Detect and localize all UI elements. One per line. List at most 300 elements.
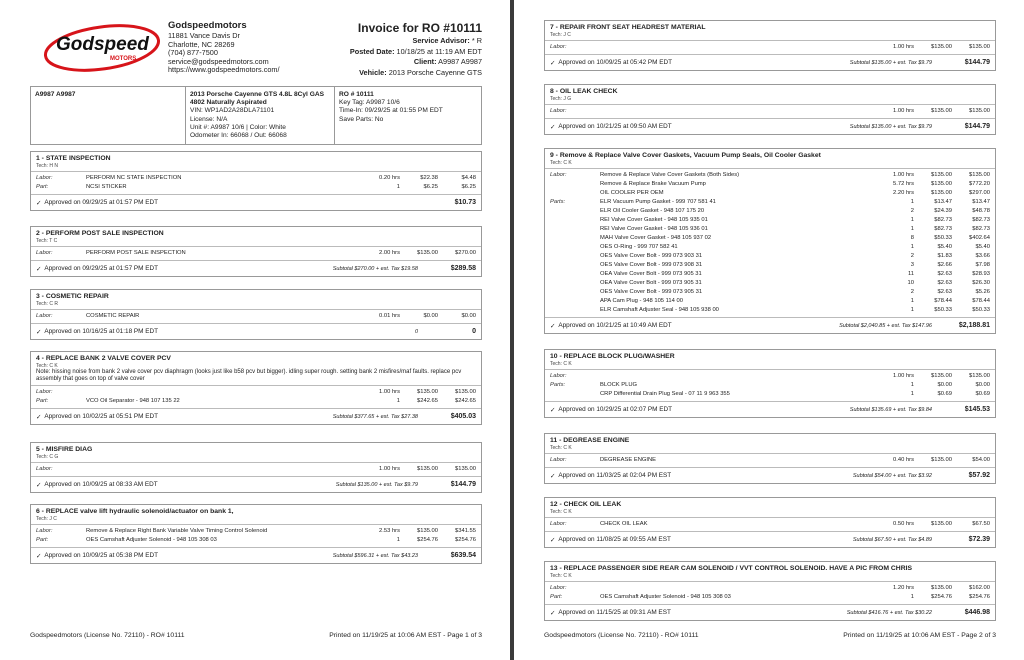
job-lines (31, 525, 481, 547)
job-total: $57.92 (968, 472, 990, 479)
job-title: 4 - REPLACE BANK 2 VALVE COVER PCV (36, 355, 171, 362)
job-line-row (36, 536, 476, 545)
job-line-row (550, 306, 990, 315)
company-address (168, 20, 280, 75)
job-approval (545, 604, 995, 620)
line-type: Labor: (36, 175, 53, 181)
line-amount: $242.65 (455, 398, 476, 404)
job-total: $72.39 (968, 536, 990, 543)
line-type: Labor: (550, 44, 567, 50)
line-rate: $135.00 (931, 181, 952, 187)
job-line-row (550, 180, 990, 189)
service-advisor: * R (471, 36, 482, 45)
job-total: $144.79 (964, 123, 990, 130)
line-amount: $0.00 (975, 382, 990, 388)
job-header (31, 152, 481, 172)
line-rate: $135.00 (931, 172, 952, 178)
job-approval (31, 547, 481, 563)
line-type (550, 297, 600, 306)
line-description: MAH Valve Cover Gasket - 948 105 937 02 (600, 235, 712, 241)
line-type: Parts: (550, 199, 566, 205)
line-description: OES Valve Cover Bolt - 999 073 903 31 (600, 253, 703, 259)
line-quantity: 2.00 hrs (379, 250, 400, 256)
invoice-title: Invoice for RO #10111 (357, 21, 482, 35)
approval-text: Approved on 10/21/25 at 10:49 AM EDT (558, 322, 672, 329)
ro-cell: RO # 10111 Key Tag: A9987 10/6 Time-In: 09/29/25 at 01:55 PM EDT Save Parts: No (339, 91, 443, 123)
line-quantity: 1 (910, 244, 914, 250)
job-line-row (550, 372, 990, 381)
line-rate: $2.63 (937, 289, 952, 295)
check-icon: ✓ (550, 472, 556, 480)
line-quantity: 11 (907, 271, 914, 277)
job-tech: Tech: C K (550, 160, 572, 166)
job-lines (31, 172, 481, 194)
approval-text: Approved on 10/29/25 at 02:07 PM EDT (558, 406, 673, 413)
job-approval (31, 408, 481, 424)
job-title: 3 - COSMETIC REPAIR (36, 293, 109, 300)
line-amount: $26.30 (972, 280, 990, 286)
invoice-header (30, 14, 482, 82)
line-type: Part: (36, 537, 49, 543)
line-quantity: 1.00 hrs (893, 108, 914, 114)
job-card (30, 442, 482, 493)
line-type: Labor: (36, 313, 53, 319)
job-approval (31, 476, 481, 492)
job-subtotal: Subtotal $377.65 + est. Tax $27.38 (332, 413, 418, 420)
line-description: OIL COOLER PER OEM (600, 190, 664, 196)
line-quantity: 0.40 hrs (893, 457, 914, 463)
job-title: 1 - STATE INSPECTION (36, 155, 111, 162)
check-icon: ✓ (36, 328, 42, 336)
posted-date: 10/18/25 at 11:19 AM EDT (396, 46, 482, 56)
line-quantity: 1.00 hrs (893, 172, 914, 178)
job-lines (31, 247, 481, 260)
job-card (544, 561, 996, 621)
job-total: $145.53 (964, 406, 990, 413)
line-amount: $54.00 (972, 457, 990, 463)
line-description: OES Camshaft Adjuster Solenoid - 948 105 308 03 (86, 537, 217, 543)
job-header (545, 498, 995, 518)
line-description: VCO Oil Separator - 948 107 135 22 (86, 398, 180, 404)
line-rate: $50.33 (934, 235, 952, 241)
check-icon: ✓ (550, 123, 556, 131)
line-type: Parts: (550, 382, 566, 388)
job-title: 13 - REPLACE PASSENGER SIDE REAR CAM SOLENOID / VVT CONTROL SOLENOID. HAVE A PIC FROM CHRIS (550, 565, 913, 572)
approval-text: Approved on 10/21/25 at 09:50 AM EDT (558, 123, 672, 130)
job-header (31, 290, 481, 310)
line-type: Part: (36, 398, 49, 404)
job-line-row (36, 249, 476, 258)
line-amount: $297.00 (969, 190, 990, 196)
check-icon: ✓ (36, 552, 42, 560)
job-line-row (550, 297, 990, 306)
job-line-row (550, 171, 990, 180)
line-quantity: 1 (910, 307, 914, 313)
job-subtotal: Subtotal $135.00 + est. Tax $9.79 (335, 481, 418, 488)
line-description: OEA Valve Cover Bolt - 999 073 905 31 (600, 280, 702, 286)
line-description: PERFORM POST SALE INSPECTION (86, 250, 186, 256)
job-subtotal: Subtotal $135.00 + est. Tax $9.79 (849, 123, 932, 130)
line-amount: $135.00 (455, 389, 476, 395)
job-title: 10 - REPLACE BLOCK PLUG/WASHER (550, 353, 675, 360)
line-amount: $254.76 (969, 594, 990, 600)
job-line-row (36, 388, 476, 397)
line-amount: $270.00 (455, 250, 476, 256)
line-rate: $2.63 (937, 280, 952, 286)
job-subtotal: Subtotal $270.00 + est. Tax $19.58 (332, 265, 418, 272)
approval-text: Approved on 10/09/25 at 05:38 PM EDT (44, 552, 159, 559)
line-description: CRP Differential Drain Plug Seal - 07 11 9 963 355 (600, 391, 730, 397)
job-tech: Tech: C K (550, 573, 572, 579)
job-card (30, 351, 482, 425)
line-description: COSMETIC REPAIR (86, 313, 140, 319)
line-amount: $48.78 (972, 208, 990, 214)
job-tech: Tech: J C (36, 516, 57, 522)
job-card (30, 504, 482, 564)
job-card (30, 226, 482, 277)
job-card (544, 84, 996, 135)
job-approval (545, 317, 995, 333)
job-lines (545, 169, 995, 317)
job-header (545, 350, 995, 370)
line-rate: $24.39 (934, 208, 952, 214)
line-type (550, 270, 600, 279)
line-rate: $254.76 (931, 594, 952, 600)
job-line-row (550, 288, 990, 297)
line-amount: $135.00 (969, 108, 990, 114)
line-rate: $78.44 (934, 298, 952, 304)
job-header (545, 149, 995, 169)
line-quantity: 8 (910, 235, 914, 241)
line-amount: $162.00 (969, 585, 990, 591)
company-email: service@godspeedmotors.com (168, 56, 269, 66)
line-amount: $254.76 (455, 537, 476, 543)
line-rate: $135.00 (417, 250, 438, 256)
job-tech: Tech: J G (550, 96, 572, 102)
line-type (550, 252, 600, 261)
job-title: 2 - PERFORM POST SALE INSPECTION (36, 230, 164, 237)
job-total: $289.58 (450, 265, 476, 272)
job-note: Note: hissing noise from bank 2 valve cover pcv diaphragm (looks just like b58 pcv but bigger). idling super rough. setting bank 2 misfires/maf faults. replace pcv assembly that goes on top of valve cover (36, 369, 462, 382)
line-description (600, 43, 876, 52)
check-icon: ✓ (550, 609, 556, 617)
line-description: PERFORM NC STATE INSPECTION (86, 175, 182, 181)
job-lines (545, 518, 995, 531)
line-rate: $135.00 (931, 457, 952, 463)
line-type (550, 189, 600, 198)
job-subtotal: 0 (414, 328, 418, 335)
job-lines (545, 41, 995, 54)
line-amount: $0.00 (461, 313, 476, 319)
line-amount: $82.73 (972, 226, 990, 232)
line-rate: $135.00 (931, 190, 952, 196)
line-description: NCSI STICKER (86, 184, 127, 190)
line-type (550, 279, 600, 288)
line-description (86, 388, 362, 397)
godspeed-logo (42, 22, 162, 72)
company-website: https://www.godspeedmotors.com/ (168, 65, 280, 74)
line-amount: $50.33 (972, 307, 990, 313)
approval-text: Approved on 10/09/25 at 08:33 AM EDT (44, 481, 158, 488)
job-card (544, 433, 996, 484)
job-line-row (550, 243, 990, 252)
line-quantity: 1.00 hrs (379, 389, 400, 395)
line-description: Remove & Replace Right Bank Variable Valve Timing Control Solenoid (86, 528, 268, 534)
job-line-row (550, 43, 990, 52)
line-rate: $135.00 (931, 521, 952, 527)
check-icon: ✓ (36, 481, 42, 489)
job-line-row (550, 234, 990, 243)
line-type: Labor: (550, 108, 567, 114)
line-quantity: 2 (910, 289, 914, 295)
line-rate: $242.65 (417, 398, 438, 404)
line-quantity: 1 (910, 391, 914, 397)
line-amount: $67.50 (972, 521, 990, 527)
job-approval (31, 323, 481, 339)
line-amount: $5.40 (975, 244, 990, 250)
job-tech: Tech: C G (36, 454, 59, 460)
line-description (600, 372, 876, 381)
job-line-row (550, 270, 990, 279)
line-description: CHECK OIL LEAK (600, 521, 648, 527)
line-rate: $135.00 (931, 585, 952, 591)
line-rate: $135.00 (417, 466, 438, 472)
line-type (550, 180, 600, 189)
job-lines (545, 454, 995, 467)
job-line-row (36, 465, 476, 474)
job-line-row (550, 593, 990, 602)
line-type (550, 225, 600, 234)
line-amount: $82.73 (972, 217, 990, 223)
line-description: REI Valve Cover Gasket - 948 105 936 01 (600, 226, 708, 232)
line-quantity: 1 (396, 184, 400, 190)
line-description: OES O-Ring - 999 707 582 41 (600, 244, 678, 250)
line-amount: $5.26 (975, 289, 990, 295)
line-description: OES Camshaft Adjuster Solenoid - 948 105 308 03 (600, 594, 731, 600)
job-header (31, 227, 481, 247)
line-quantity: 2.20 hrs (893, 190, 914, 196)
approval-text: Approved on 10/02/25 at 05:51 PM EDT (44, 413, 159, 420)
line-quantity: 1.00 hrs (893, 373, 914, 379)
line-rate: $6.25 (423, 184, 438, 190)
line-type: Labor: (550, 521, 567, 527)
line-quantity: 1 (396, 398, 400, 404)
job-line-row (550, 261, 990, 270)
invoice-page-2 (514, 0, 1024, 660)
line-rate: $135.00 (931, 108, 952, 114)
job-line-row (550, 279, 990, 288)
job-approval (545, 54, 995, 70)
approval-text: Approved on 11/03/25 at 02:04 PM EST (558, 472, 672, 479)
job-header (31, 352, 481, 386)
company-phone: (704) 877-7500 (168, 48, 218, 57)
line-type (550, 390, 600, 399)
check-icon: ✓ (36, 199, 42, 207)
job-card (544, 20, 996, 71)
check-icon: ✓ (550, 536, 556, 544)
line-description: DEGREASE ENGINE (600, 457, 657, 463)
line-amount: $135.00 (969, 44, 990, 50)
line-quantity: 1 (910, 298, 914, 304)
job-approval (31, 194, 481, 210)
line-amount: $135.00 (969, 172, 990, 178)
vehicle-info-box (30, 86, 482, 145)
line-quantity: 1 (910, 594, 914, 600)
job-approval (545, 118, 995, 134)
job-subtotal: Subtotal $135.69 + est. Tax $9.84 (849, 406, 932, 413)
job-header (545, 85, 995, 105)
vehicle-cell: 2013 Porsche Cayenne GTS 4.8L 8Cyl GAS 4802 Naturally Aspirated VIN: WP1AD2A28DLA71101 License: N/A Unit #: A9987 10/6 | Color: White Odometer In: 66068 / Out: 66068 (186, 87, 335, 144)
job-tech: Tech: C K (550, 509, 572, 515)
line-rate: $0.00 (937, 382, 952, 388)
job-total: $10.73 (454, 199, 476, 206)
line-amount: $135.00 (969, 373, 990, 379)
line-description: ELR Vacuum Pump Gasket - 999 707 581 41 (600, 199, 716, 205)
line-description: Remove & Replace Brake Vacuum Pump (600, 181, 706, 187)
page-footer: Godspeedmotors (License No. 72110) - RO# 10111 Printed on 11/19/25 at 10:06 AM EST - Page 1 of 3 (30, 632, 482, 639)
line-quantity: 0.50 hrs (893, 521, 914, 527)
job-line-row (36, 527, 476, 536)
page-footer: Godspeedmotors (License No. 72110) - RO# 10111 Printed on 11/19/25 at 10:06 AM EST - Page 2 of 3 (544, 632, 996, 639)
line-rate: $82.73 (934, 226, 952, 232)
line-type (550, 306, 600, 315)
line-rate: $0.69 (937, 391, 952, 397)
job-approval (545, 531, 995, 547)
job-title: 8 - OIL LEAK CHECK (550, 88, 618, 95)
line-quantity: 1.20 hrs (893, 585, 914, 591)
line-rate: $5.40 (937, 244, 952, 250)
line-type: Labor: (36, 528, 53, 534)
approval-text: Approved on 10/16/25 at 01:18 PM EDT (44, 328, 159, 335)
job-subtotal: Subtotal $135.00 + est. Tax $9.79 (849, 59, 932, 66)
line-type (550, 216, 600, 225)
line-amount: $341.55 (455, 528, 476, 534)
job-tech: Tech: C K (36, 363, 58, 369)
line-amount: $135.00 (455, 466, 476, 472)
job-subtotal: Subtotal $54.00 + est. Tax $3.92 (852, 472, 932, 479)
job-header (545, 434, 995, 454)
line-quantity: 5.72 hrs (893, 181, 914, 187)
job-line-row (550, 189, 990, 198)
company-street: 11881 Vance Davis Dr (168, 31, 240, 40)
line-rate: $135.00 (417, 528, 438, 534)
line-rate: $22.38 (420, 175, 438, 181)
job-line-row (36, 397, 476, 406)
line-quantity: 0.20 hrs (379, 175, 400, 181)
job-line-row (36, 174, 476, 183)
line-quantity: 10 (907, 280, 914, 286)
line-type: Labor: (550, 373, 567, 379)
job-total: $405.03 (450, 413, 476, 420)
line-rate: $0.00 (423, 313, 438, 319)
line-description (600, 584, 876, 593)
job-tech: Tech: T C (36, 238, 58, 244)
line-description: BLOCK PLUG (600, 382, 638, 388)
client-cell: A9987 A9987 (31, 87, 186, 144)
job-header (545, 562, 995, 582)
job-line-row (550, 107, 990, 116)
approval-text: Approved on 09/29/25 at 01:57 PM EDT (44, 199, 159, 206)
line-type: Labor: (36, 389, 53, 395)
job-line-row (550, 252, 990, 261)
job-title: 12 - CHECK OIL LEAK (550, 501, 622, 508)
job-total: $2,188.81 (958, 322, 990, 329)
job-total: $446.98 (964, 609, 990, 616)
line-amount: $0.69 (975, 391, 990, 397)
job-line-row (550, 381, 990, 390)
line-amount: $6.25 (461, 184, 476, 190)
line-rate: $135.00 (417, 389, 438, 395)
job-title: 11 - DEGREASE ENGINE (550, 437, 630, 444)
line-amount: $13.47 (972, 199, 990, 205)
job-line-row (550, 216, 990, 225)
line-type: Labor: (550, 457, 567, 463)
line-quantity: 2 (910, 208, 914, 214)
line-amount: $7.98 (975, 262, 990, 268)
line-type: Labor: (36, 466, 53, 472)
job-line-row (550, 390, 990, 399)
job-lines (31, 310, 481, 323)
line-rate: $135.00 (931, 44, 952, 50)
line-quantity: 0.01 hrs (379, 313, 400, 319)
line-description: REI Valve Cover Gasket - 948 105 935 01 (600, 217, 708, 223)
line-amount: $4.48 (461, 175, 476, 181)
job-line-row (550, 520, 990, 529)
line-quantity: 3 (910, 262, 914, 268)
line-type: Part: (36, 184, 49, 190)
line-type (550, 207, 600, 216)
approval-text: Approved on 11/08/25 at 09:55 AM EST (558, 536, 671, 543)
job-line-row (550, 225, 990, 234)
line-description: OEA Valve Cover Bolt - 999 073 905 31 (600, 271, 702, 277)
job-tech: Tech: C R (36, 301, 58, 307)
job-lines (31, 386, 481, 408)
line-quantity: 1 (396, 537, 400, 543)
job-tech: Tech: H N (36, 163, 58, 169)
check-icon: ✓ (36, 413, 42, 421)
job-lines (545, 582, 995, 604)
approval-text: Approved on 10/09/25 at 05:42 PM EDT (558, 59, 673, 66)
line-type: Part: (550, 594, 563, 600)
job-lines (31, 463, 481, 476)
approval-text: Approved on 11/15/25 at 09:31 AM EST (558, 609, 671, 616)
line-amount: $772.20 (969, 181, 990, 187)
line-rate: $2.63 (937, 271, 952, 277)
line-type (550, 288, 600, 297)
job-total: $144.79 (450, 481, 476, 488)
line-description: OES Valve Cover Bolt - 999 073 905 31 (600, 289, 703, 295)
job-tech: Tech: J C (550, 32, 571, 38)
line-rate: $254.76 (417, 537, 438, 543)
vehicle-name: 2013 Porsche Cayenne GTS (388, 67, 482, 77)
invoice-page-1 (0, 0, 510, 660)
line-rate: $50.33 (934, 307, 952, 313)
job-line-row (550, 456, 990, 465)
job-line-row (36, 312, 476, 321)
job-title: 7 - REPAIR FRONT SEAT HEADREST MATERIAL (550, 24, 706, 31)
job-approval (31, 260, 481, 276)
check-icon: ✓ (550, 322, 556, 330)
line-amount: $402.64 (969, 235, 990, 241)
line-quantity: 1 (910, 226, 914, 232)
company-name: Godspeedmotors (168, 20, 247, 31)
line-amount: $3.66 (975, 253, 990, 259)
job-total: $639.54 (450, 552, 476, 559)
job-header (545, 21, 995, 41)
line-description: OES Valve Cover Bolt - 999 073 908 31 (600, 262, 703, 268)
approval-text: Approved on 09/29/25 at 01:57 PM EDT (44, 265, 159, 272)
job-card (544, 349, 996, 418)
